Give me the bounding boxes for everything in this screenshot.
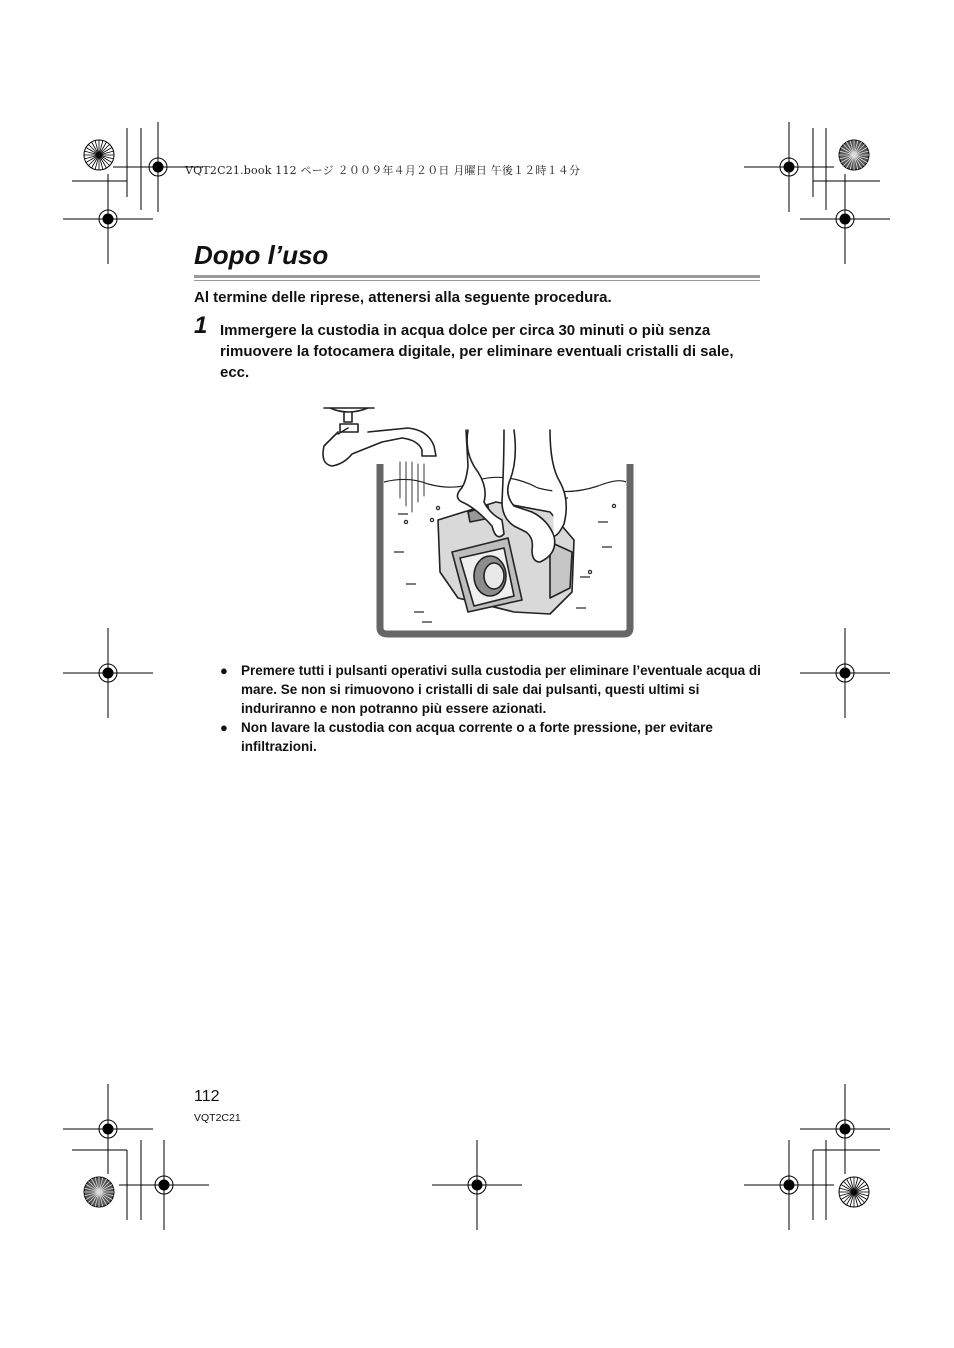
print-header-info: VQT2C21.book 112 ページ ２００９年４月２０日 月曜日 午後１２時１４分 <box>185 164 581 177</box>
page-title: Dopo l’uso <box>194 240 329 270</box>
registration-target-icon <box>744 122 834 212</box>
registration-sunburst-icon <box>839 140 869 170</box>
title-underline-thin <box>194 280 760 281</box>
registration-target-icon <box>63 628 153 718</box>
list-item <box>220 718 765 756</box>
registration-target-icon <box>800 628 890 718</box>
notes-list <box>220 661 765 756</box>
registration-target-icon <box>744 1140 834 1230</box>
page-number: 112 <box>194 1088 220 1105</box>
bullet-icon: ● <box>220 663 228 678</box>
registration-target-icon <box>432 1140 522 1230</box>
title-underline <box>194 275 760 278</box>
intro-text: Al termine delle riprese, attenersi alla seguente procedura. <box>194 289 612 306</box>
note-text: Premere tutti i pulsanti operativi sulla custodia per eliminare l’eventuale acqua di mare. Se non si rimuovono i cristalli di sale dai pulsanti, questi ultimi si induriranno e non potranno più essere azionati. <box>241 663 761 716</box>
step-text: Immergere la custodia in acqua dolce per circa 30 minuti o più senza rimuovere la fotocamera digitale, per eliminare eventuali cristalli di sale, ecc. <box>220 322 734 381</box>
camera-housing-rinse-illustration <box>318 402 638 642</box>
step-number: 1 <box>194 312 208 339</box>
list-item <box>220 661 765 718</box>
registration-sunburst-icon <box>839 1177 869 1207</box>
document-code: VQT2C21 <box>194 1112 241 1124</box>
registration-target-icon <box>63 174 153 264</box>
note-text: Non lavare la custodia con acqua corrente o a forte pressione, per evitare infiltrazioni. <box>241 720 713 754</box>
registration-target-icon <box>63 1084 153 1174</box>
bullet-icon: ● <box>220 720 228 735</box>
registration-sunburst-icon <box>84 140 114 170</box>
registration-target-icon <box>119 1140 209 1230</box>
registration-sunburst-icon <box>84 1177 114 1207</box>
